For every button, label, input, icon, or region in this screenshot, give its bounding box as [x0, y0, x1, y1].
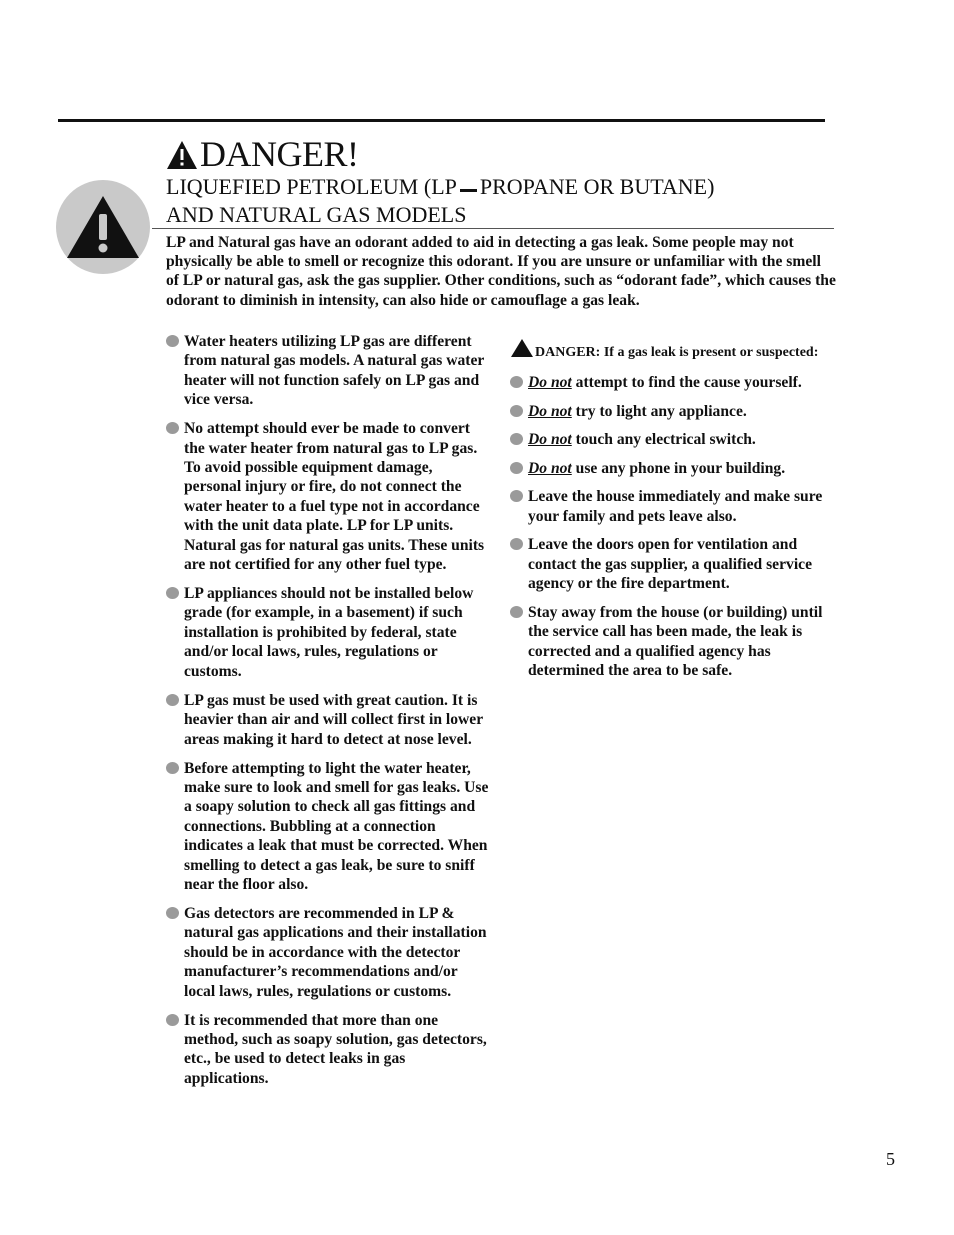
intro-paragraph: LP and Natural gas have an odorant added to aid in detecting a gas leak. Some people may not physically be able to smell or recognize this odorant. If you are unsure or unfamiliar with the smell of LP or natural gas, ask the gas supplier. Other conditions, such as “odorant fade”, which causes the odorant to diminish in intensity, can also hide or camouflage a gas leak.	[166, 234, 836, 309]
list-item-text	[528, 373, 840, 392]
do-not-emphasis: Do not	[528, 402, 572, 420]
bullet-icon	[510, 490, 523, 502]
bullet-icon	[166, 422, 179, 434]
list-item-text	[528, 459, 840, 478]
bullet-icon	[510, 433, 523, 445]
exclamation-warning-icon	[56, 180, 150, 274]
bullet-icon	[510, 405, 523, 417]
list-item-text: Water heaters utilizing LP gas are different from natural gas models. A natural gas water heater will not function safely on LP gas and vice versa.	[184, 333, 485, 409]
list-item	[510, 603, 840, 681]
list-item-text: Leave the doors open for ventilation and contact the gas supplier, a qualified service agency or the fire department.	[528, 536, 812, 593]
bullet-icon	[166, 694, 179, 706]
gas-leak-danger-heading	[510, 338, 840, 361]
list-item	[510, 487, 840, 526]
list-item-text: It is recommended that more than one method, such as soapy solution, gas detectors, etc., be used to detect leaks in gas applications.	[184, 1011, 487, 1087]
list-item	[510, 459, 840, 478]
warning-triangle-icon	[510, 338, 534, 358]
do-not-emphasis: Do not	[528, 459, 572, 477]
danger-title: DANGER!	[200, 134, 359, 174]
list-item	[166, 904, 492, 1001]
list-item	[510, 430, 840, 449]
subtitle-line1-start: LIQUEFIED PETROLEUM (LP	[166, 174, 457, 199]
gas-leak-heading-label: DANGER: If a gas leak is present or suspected:	[535, 345, 819, 360]
right-column	[510, 338, 840, 690]
do-not-item-text: touch any electrical switch.	[571, 431, 756, 449]
bullet-icon	[166, 907, 179, 919]
list-item-text: Stay away from the house (or building) until the service call has been made, the leak is corrected and a qualified agency has determined the area to be safe.	[528, 603, 823, 679]
gas-leak-danger-heading-text	[510, 338, 818, 361]
subtitle-dash	[460, 189, 477, 192]
list-item	[510, 535, 840, 593]
bullet-icon	[166, 587, 179, 599]
bullet-icon	[166, 1014, 179, 1026]
do-not-item-text: use any phone in your building.	[571, 459, 786, 477]
do-not-emphasis: Do not	[528, 431, 572, 449]
list-item-text: No attempt should ever be made to convert the water heater from natural gas to LP gas. To avoid possible equipment damage, personal injury or fire, do not connect the water heater to a fuel type not in accordance with the unit data plate. LP for LP units. Natural gas for natural gas units. These units are not certified for any other fuel type.	[184, 420, 485, 574]
list-item-text: LP appliances should not be installed below grade (for example, in a basement) if such installation is prohibited by federal, state and/or local laws, rules, regulations or customs.	[184, 585, 474, 680]
list-item-text: Leave the house immediately and make sure your family and pets leave also.	[528, 488, 823, 525]
list-item	[166, 1011, 492, 1089]
subtitle-line2: AND NATURAL GAS MODELS	[166, 202, 467, 227]
bullet-icon	[510, 376, 523, 388]
list-item-text	[528, 402, 840, 421]
list-item-text: LP gas must be used with great caution. It is heavier than air and will collect first in lower areas making it hard to detect at nose level.	[184, 691, 483, 748]
left-column	[166, 332, 492, 1098]
list-item	[166, 584, 492, 681]
subtitle-line1-end: PROPANE OR BUTANE)	[479, 174, 715, 199]
bullet-icon	[166, 762, 179, 774]
list-item-text: Gas detectors are recommended in LP & natural gas applications and their installation should be in accordance with the detector manufacturer’s recommendations and/or local laws, rules, regulations or customs.	[184, 904, 487, 1000]
list-item-text: Before attempting to light the water heater, make sure to look and smell for gas leaks. Use a soapy solution to check all gas fittings and connections. Bubbling at a connection indicates a leak that must be corrected. When smelling to detect a gas leak, be sure to sniff near the floor also.	[184, 759, 489, 893]
list-item	[166, 759, 492, 895]
list-item	[166, 419, 492, 574]
list-item	[166, 332, 492, 410]
top-rule	[58, 119, 825, 122]
do-not-emphasis: Do not	[528, 374, 572, 391]
warning-triangle-icon	[166, 140, 198, 170]
bullet-icon	[166, 335, 179, 347]
bullet-icon	[510, 462, 523, 474]
bullet-icon	[510, 606, 523, 618]
do-not-item-text: try to light any appliance.	[571, 402, 747, 420]
list-item	[510, 373, 840, 392]
do-not-item-text: attempt to find the cause yourself.	[571, 374, 802, 391]
list-item-text	[528, 430, 840, 449]
page-subtitle	[166, 173, 714, 229]
subtitle-rule	[152, 228, 834, 229]
list-item	[166, 691, 492, 749]
list-item	[510, 402, 840, 421]
page-number: 5	[886, 1149, 895, 1169]
bullet-icon	[510, 538, 523, 550]
danger-heading	[166, 134, 358, 174]
